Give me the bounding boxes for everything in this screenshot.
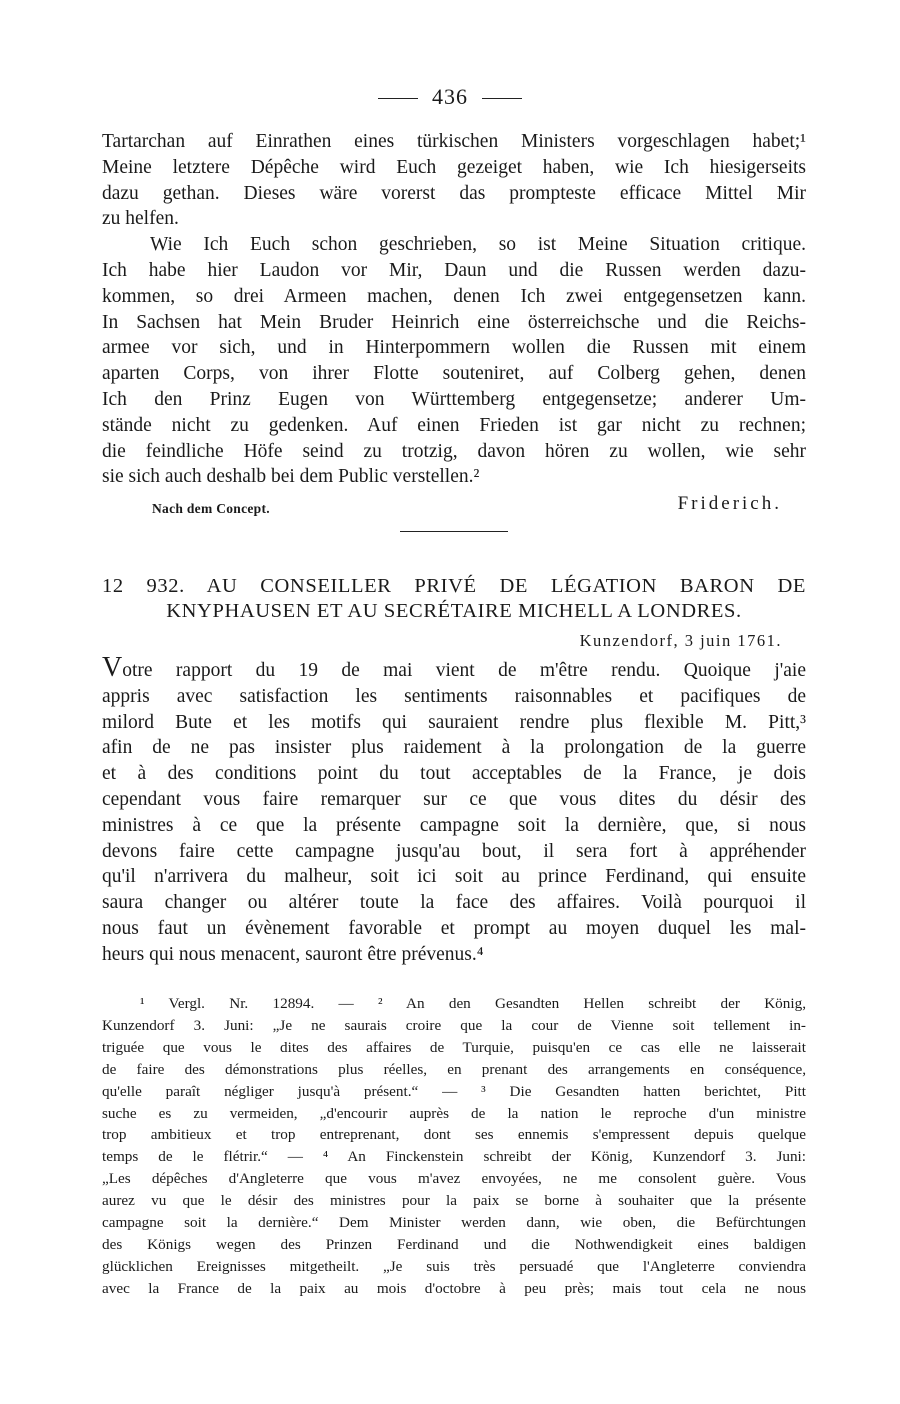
footnote-line: Kunzendorf 3. Juni: „Je ne saurais croire que la cour de Vienne soit tellement in- <box>102 1016 806 1034</box>
letter-body <box>102 652 806 968</box>
text-line: milord Bute et les motifs qui sauraient rendre plus flexible M. Pitt,³ <box>102 711 806 733</box>
footnote-line: triguée que vous le dites des affaires de Turquie, puisqu'en ce cas elle ne laisserait <box>102 1038 806 1056</box>
text-line: saura changer ou altérer toute la face des affaires. Voilà pourquoi il <box>102 892 806 914</box>
text-line: Ich habe hier Laudon vor Mir, Daun und die Russen werden dazu- <box>102 259 806 281</box>
text-line: heurs qui nous menacent, sauront être prévenus.⁴ <box>102 943 484 965</box>
footnote-line: de faire des démonstrations plus réelles, en prenant des arrangements en conséquence, <box>102 1060 806 1078</box>
text-line: die feindliche Höfe seind zu trotzig, davon hören zu wollen, wie sehr <box>102 440 806 462</box>
text-line: aparten Corps, von ihrer Flotte souteniret, auf Colberg gehen, denen <box>102 363 806 385</box>
page-number: 436 <box>432 84 468 109</box>
continuation-text <box>102 129 806 490</box>
text-line: armee vor sich, und in Hinterpommern wollen die Russen mit einem <box>102 337 806 359</box>
footnote-line: trop ambitieux et trop entreprenant, dont ses ennemis s'empressent depuis quelque <box>102 1126 806 1144</box>
text-line: cependant vous faire remarquer sur ce que vous dites du désir des <box>102 788 806 810</box>
letter-heading <box>102 574 806 624</box>
heading-line-1 <box>102 574 806 599</box>
footnotes <box>102 993 806 1300</box>
text-line: afin de ne pas insister plus raidement à la prolongation de la guerre <box>102 737 806 759</box>
dateline: Kunzendorf, 3 juin 1761. <box>579 631 782 650</box>
header-dash-right <box>482 98 522 99</box>
text-line: nous faut un évènement favorable et prompt au moyen duquel les mal- <box>102 917 806 939</box>
text-line: devons faire cette campagne jusqu'au bout, il sera fort à appréhender <box>102 840 806 862</box>
section-divider <box>400 531 508 532</box>
text-line: dazu gethan. Dieses wäre vorerst das prompteste efficace Mittel Mir <box>102 182 806 204</box>
text-line: sie sich auch deshalb bei dem Public verstellen.² <box>102 466 480 488</box>
text-line <box>102 652 806 684</box>
page-number-header <box>0 84 900 110</box>
letter-number: 12 932. <box>102 575 185 597</box>
text-line: kommen, so drei Armeen machen, denen Ich zwei entgegensetzen kann. <box>102 285 806 307</box>
footnote-line: „Les dépêches d'Angleterre que vous m'avez envoyées, ne me consolent guère. Vous <box>102 1170 806 1188</box>
text-line: stände nicht zu gedenken. Auf einen Frieden ist gar nicht zu rechnen; <box>102 414 806 436</box>
footnote-line: temps de le flétrir.“ — ⁴ An Finckenstein schreibt der König, Kunzendorf 3. Juni: <box>102 1148 806 1166</box>
text-line: Ich den Prinz Eugen von Württemberg entgegensetze; anderer Um- <box>102 388 806 410</box>
footnote-line: des Königs wegen des Prinzen Ferdinand und die Nothwendigkeit eines baldigen <box>102 1235 806 1253</box>
header-dash-left <box>378 98 418 99</box>
source-note: Nach dem Concept. <box>152 501 270 516</box>
signature-row <box>152 493 782 519</box>
footnote-line: aurez vu que le désir des ministres pour la paix se borne à souhaiter que la présente <box>102 1192 806 1210</box>
first-line-text: otre rapport du 19 de mai vient de m'être rendu. Quoique j'aie <box>122 660 806 681</box>
footnote-line: glücklichen Ereignisses mitgetheilt. „Je suis très persuadé que l'Angleterre conviendra <box>102 1257 806 1275</box>
text-line: et à des conditions point du tout acceptables de la France, je dois <box>102 763 806 785</box>
text-line: In Sachsen hat Mein Bruder Heinrich eine österreichsche und die Reichs- <box>102 311 806 333</box>
footnote-line: ¹ Vergl. Nr. 12894. — ² An den Gesandten Hellen schreibt der König, <box>140 995 806 1012</box>
signature: Friderich. <box>677 493 782 514</box>
heading-title-1: AU CONSEILLER PRIVÉ DE LÉGATION BARON DE <box>206 575 806 597</box>
footnote-line: suche es zu vermeiden, „d'encourir auprès de la nation le reproche d'un ministre <box>102 1104 806 1122</box>
text-line: Tartarchan auf Einrathen eines türkischen Ministers vorgeschlagen habet;¹ <box>102 131 806 152</box>
heading-line-2: KNYPHAUSEN ET AU SECRÉTAIRE MICHELL A LONDRES. <box>166 600 742 622</box>
initial-letter: V <box>102 652 123 683</box>
footnote-line: qu'elle paraît négliger jusqu'à présent.“ — ³ Die Gesandten hatten berichtet, Pitt <box>102 1082 806 1100</box>
text-line: appris avec satisfaction les sentiments raisonnables et pacifiques de <box>102 685 806 707</box>
footnote-line: campagne soit la dernière.“ Dem Minister werden dann, wie oben, die Befürchtungen <box>102 1214 806 1232</box>
text-line: qu'il n'arrivera du malheur, soit ici soit au prince Ferdinand, qui ensuite <box>102 866 806 888</box>
text-line: zu helfen. <box>102 208 179 230</box>
text-line: Wie Ich Euch schon geschrieben, so ist Meine Situation critique. <box>150 234 806 256</box>
text-line: ministres à ce que la présente campagne soit la dernière, que, si nous <box>102 814 806 836</box>
footnote-line: avec la France de la paix au mois d'octobre à peu près; mais tout cela ne nous <box>102 1279 806 1297</box>
text-line: Meine letztere Dépêche wird Euch gezeiget haben, wie Ich hiesigerseits <box>102 156 806 178</box>
